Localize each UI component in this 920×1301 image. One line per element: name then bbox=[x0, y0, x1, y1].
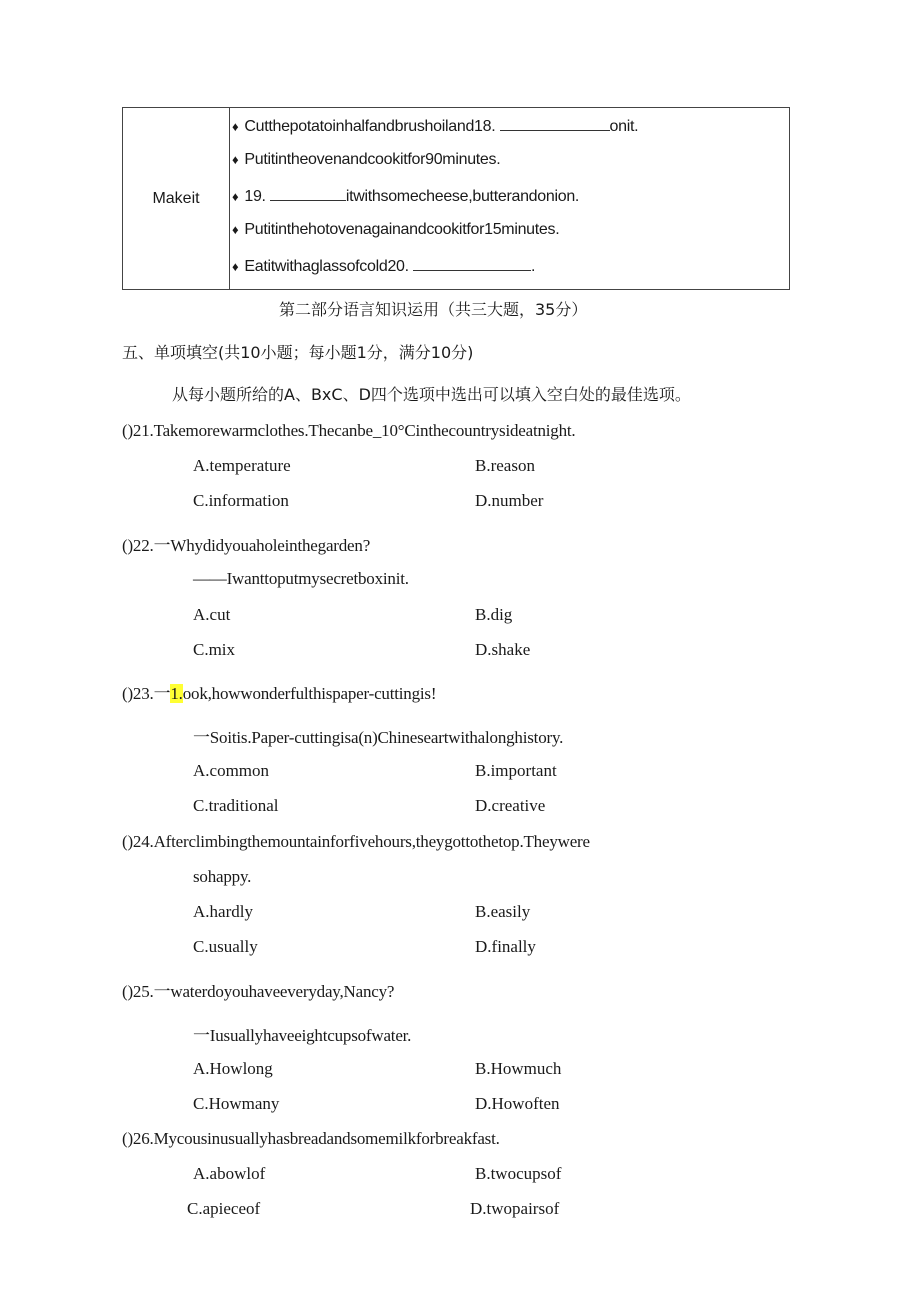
section-title: 五、单项填空(共10小题；每小题1分，满分10分) bbox=[122, 343, 474, 362]
diamond-bullet-icon: ♦ bbox=[232, 222, 239, 237]
question-24-stem: ()24.Afterclimbingthemountainforfivehours,theygottothetop.Theywere bbox=[122, 832, 590, 851]
diamond-bullet-icon: ♦ bbox=[232, 189, 239, 204]
q21-option-a[interactable]: A.temperature bbox=[193, 456, 291, 475]
q25-option-a[interactable]: A.Howlong bbox=[193, 1059, 273, 1078]
q25-option-b[interactable]: B.Howmuch bbox=[475, 1059, 562, 1078]
question-23-stem: ()23.一1.ook,howwonderfulthispaper-cuttingis! bbox=[122, 684, 437, 703]
q23-option-b[interactable]: B.important bbox=[475, 761, 557, 780]
q26-option-d[interactable]: D.twopairsof bbox=[470, 1199, 560, 1218]
recipe-label: Makeit bbox=[123, 108, 230, 290]
highlighted-text: 1. bbox=[170, 684, 183, 703]
recipe-step-1: ♦ Cutthepotatoinhalfandbrushoiland18. onit. bbox=[232, 118, 639, 135]
diamond-bullet-icon: ♦ bbox=[232, 152, 239, 167]
question-22-stem: ()22.一Whydidyouaholeinthegarden? bbox=[122, 536, 371, 555]
q24-option-b[interactable]: B.easily bbox=[475, 902, 531, 921]
recipe-step-2: ♦ Putitintheovenandcookitfor90minutes. bbox=[232, 151, 501, 168]
question-26-stem: ()26.Mycousinusuallyhasbreadandsomemilkforbreakfast. bbox=[122, 1129, 500, 1148]
diamond-bullet-icon: ♦ bbox=[232, 119, 239, 134]
q22-option-d[interactable]: D.shake bbox=[475, 640, 531, 659]
q23-option-c[interactable]: C.traditional bbox=[193, 796, 279, 815]
q26-option-c[interactable]: C.apieceof bbox=[187, 1199, 261, 1218]
question-25-reply: 一Iusuallyhaveeightcupsofwater. bbox=[193, 1026, 412, 1045]
q22-option-a[interactable]: A.cut bbox=[193, 605, 231, 624]
q24-option-a[interactable]: A.hardly bbox=[193, 902, 253, 921]
q21-option-d[interactable]: D.number bbox=[475, 491, 544, 510]
q23-option-a[interactable]: A.common bbox=[193, 761, 270, 780]
answer-blank-20[interactable] bbox=[413, 256, 531, 271]
q25-option-c[interactable]: C.Howmany bbox=[193, 1094, 280, 1113]
question-23-reply: 一Soitis.Paper-cuttingisa(n)Chineseartwithalonghistory. bbox=[193, 728, 564, 747]
recipe-step-4: ♦ Putitinthehotovenagainandcookitfor15minutes. bbox=[232, 221, 560, 238]
diamond-bullet-icon: ♦ bbox=[232, 259, 239, 274]
q26-option-a[interactable]: A.abowlof bbox=[193, 1164, 266, 1183]
instruction: 从每小题所给的A、BxC、D四个选项中选出可以填入空白处的最佳选项。 bbox=[172, 385, 691, 404]
answer-blank-18[interactable] bbox=[500, 116, 610, 131]
q22-option-b[interactable]: B.dig bbox=[475, 605, 513, 624]
q24-option-d[interactable]: D.finally bbox=[475, 937, 536, 956]
recipe-step-3: ♦ 19. itwithsomecheese,butterandonion. bbox=[232, 188, 580, 205]
recipe-step-5: ♦ Eatitwithaglassofcold20. . bbox=[232, 258, 536, 275]
q23-option-d[interactable]: D.creative bbox=[475, 796, 546, 815]
answer-blank-19[interactable] bbox=[270, 186, 346, 201]
question-24-stem-cont: sohappy. bbox=[193, 867, 252, 886]
q25-option-d[interactable]: D.Howoften bbox=[475, 1094, 560, 1113]
q21-option-c[interactable]: C.information bbox=[193, 491, 289, 510]
question-25-stem: ()25.一waterdoyouhaveeveryday,Nancy? bbox=[122, 982, 395, 1001]
q24-option-c[interactable]: C.usually bbox=[193, 937, 258, 956]
part-title: 第二部分语言知识运用（共三大题，35分） bbox=[279, 300, 588, 319]
question-22-reply: ——Iwanttoputmysecretboxinit. bbox=[193, 569, 409, 588]
question-21-stem: ()21.Takemorewarmclothes.Thecanbe_10°Cinthecountrysideatnight. bbox=[122, 421, 576, 440]
q22-option-c[interactable]: C.mix bbox=[193, 640, 236, 659]
q26-option-b[interactable]: B.twocupsof bbox=[475, 1164, 562, 1183]
q21-option-b[interactable]: B.reason bbox=[475, 456, 535, 475]
